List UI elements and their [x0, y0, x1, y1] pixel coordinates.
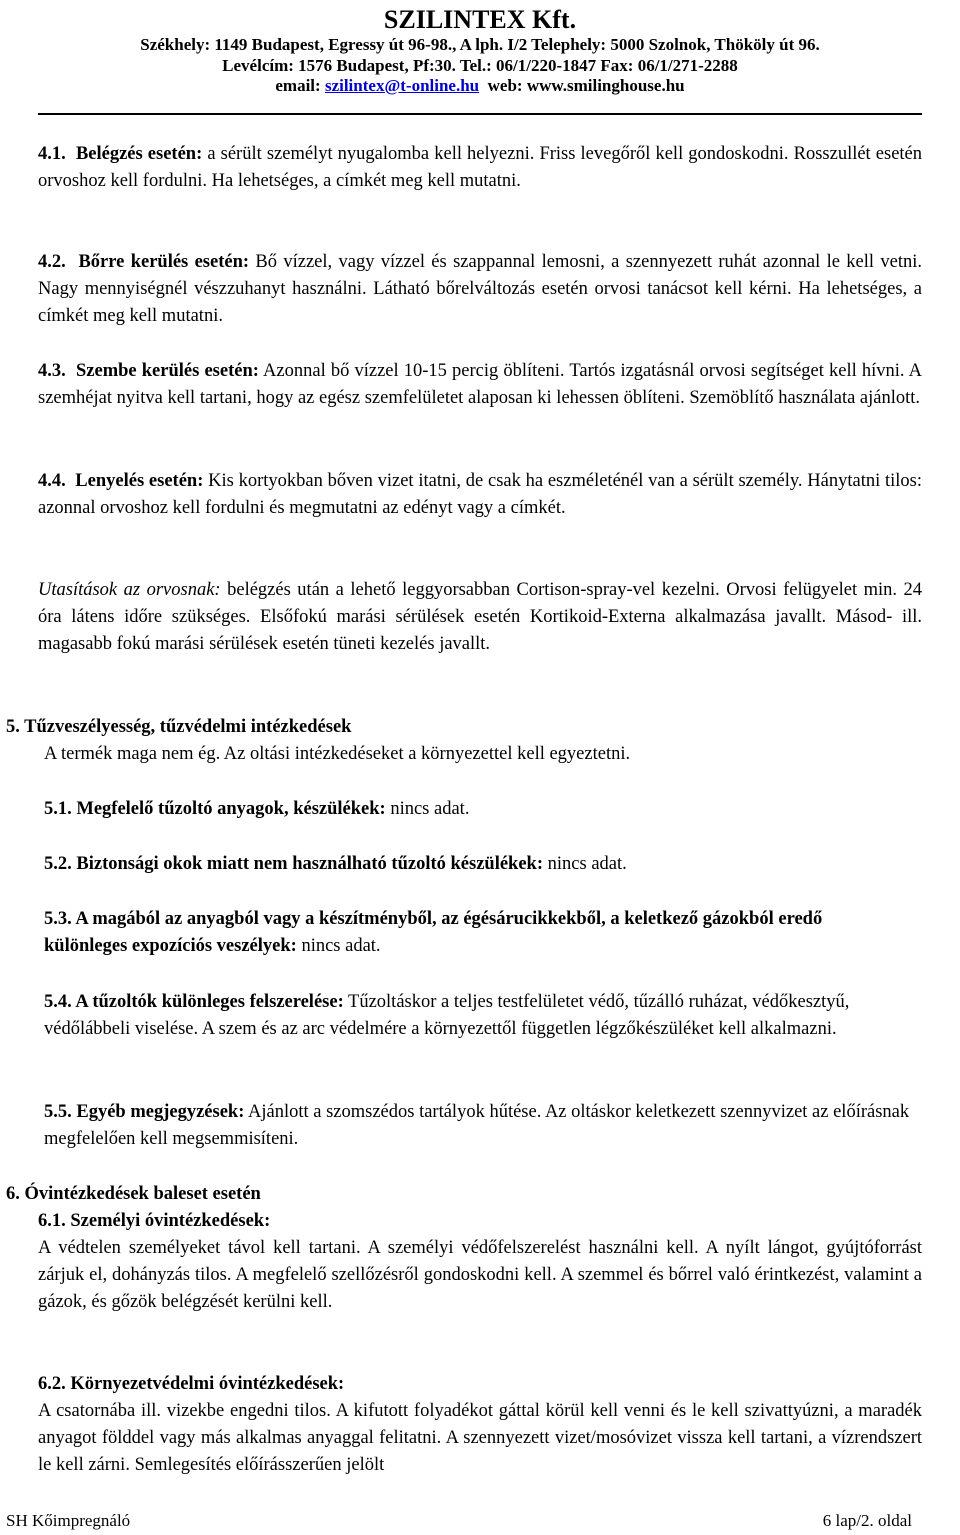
s53-text: nincs adat.	[301, 936, 381, 956]
s52-text: nincs adat.	[547, 854, 627, 874]
s54-text: Tűzoltáskor a teljes testfelületet védő, tűzálló ruházat, védőkesztyű, védőlábbeli viselése. A szem és az arc védelmére a környezettől független légzőkészüléket kell alkalmazni.	[44, 992, 850, 1039]
s42-title: Bőrre kerülés esetén:	[78, 252, 250, 272]
s42-number: 4.2.	[38, 252, 66, 272]
s5-heading: 5. Tűzveszélyesség, tűzvédelmi intézkedések	[6, 717, 352, 737]
footer-page-number: 6 lap/2. oldal	[822, 1511, 912, 1530]
s51-text: nincs adat.	[390, 799, 470, 819]
header-divider	[38, 113, 922, 115]
s44-title: Lenyelés esetén:	[75, 471, 204, 491]
section-6-heading	[6, 1181, 922, 1208]
s43-text: Azonnal bő vízzel 10-15 percig öblíteni. Tartós izgatásnál orvosi segítséget kell hívni. A szemhéjat nyitva kell tartani, hogy az egész szemfelületet alaposan ki lehessen öblíteni. Szemöblítő használata ajánlott.	[38, 361, 923, 408]
s55-title: 5.5. Egyéb megjegyzések:	[44, 1102, 245, 1122]
s41-title: Belégzés esetén:	[75, 144, 203, 164]
footer-product: SH Kőimpregnáló	[6, 1511, 131, 1530]
email-link[interactable]: szilintex@t-online.hu	[324, 75, 480, 95]
s53-title: 5.3. A magából az anyagból vagy a készítményből, az égésárucikkekből, a keletkező gázokból eredő különleges expozíciós veszélyek:	[44, 909, 823, 956]
s62-title: 6.2. Környezetvédelmi óvintézkedések:	[38, 1374, 345, 1394]
header-contact: Levélcím: 1576 Budapest, Pf:30. Tel.: 06/1/220-1847 Fax: 06/1/271-2288	[222, 55, 738, 75]
section-5-3	[44, 906, 900, 960]
s61-title: 6.1. Személyi óvintézkedések:	[38, 1211, 271, 1231]
s61-text: A védtelen személyeket távol kell tartani. A személyi védőfelszerelést használni kell. A nyílt lángot, gyújtóforrást zárjuk el, dohányzás tilos. A megfelelő szellőzésről gondoskodni kell. A szemmel és bőrrel való érintkezést, valamint a gázok, és gőzök belégzését kerülni kell.	[38, 1238, 922, 1312]
section-5-1	[44, 796, 922, 823]
s44-text: Kis kortyokban bőven vizet itatni, de csak ha eszméleténél van a sérült személy. Hánytatni tilos: azonnal orvoshoz kell fordulni és megmutatni az edényt vagy a címkét.	[38, 471, 923, 518]
web-address: web: www.smilinghouse.hu	[487, 75, 685, 95]
s43-number: 4.3.	[38, 361, 66, 381]
company-name: SZILINTEX Kft.	[383, 5, 577, 34]
header-email-web	[0, 76, 960, 96]
s43-title: Szembe kerülés esetén:	[76, 361, 259, 381]
section-4-2	[38, 249, 922, 330]
section-4-1	[38, 141, 922, 195]
doctor-instructions	[38, 577, 922, 658]
doctor-text: belégzés után a lehető leggyorsabban Cortison-spray-vel kezelni. Orvosi felügyelet min. 24 óra látens időre szükséges. Elsőfokú marási sérülések esetén Kortikoid-Externa alkalmazása javallt. Másod- ill. magasabb fokú marási sérülések esetén tüneti kezelés javallt.	[38, 580, 923, 654]
s41-text: a sérült személyt nyugalomba kell helyezni. Friss levegőről kell gondoskodni. Rosszullét esetén orvoshoz kell fordulni. Ha lehetséges, a címkét meg kell mutatni.	[38, 144, 923, 191]
section-5-2	[44, 851, 922, 878]
doctor-label: Utasítások az orvosnak:	[38, 580, 221, 600]
s51-title: 5.1. Megfelelő tűzoltó anyagok, készülékek:	[44, 799, 386, 819]
letterhead	[0, 4, 960, 96]
header-address: Székhely: 1149 Budapest, Egressy út 96-98., A lph. I/2 Telephely: 5000 Szolnok, Thököly út 96.	[140, 35, 820, 55]
s62-text: A csatornába ill. vizekbe engedni tilos. A kifutott folyadékot gáttal körül kell venni és le kell szivattyúzni, a maradék anyagot földdel vagy más alkalmas anyaggal felitatni. A szennyezett vizet/mosóvizet vissza kell tartani, a vízrendszert le kell zárni. Semlegesítés előírásszerűen jelölt	[38, 1401, 922, 1475]
s61-title-row	[38, 1208, 922, 1235]
s5-text: A termék maga nem ég. Az oltási intézkedéseket a környezettel kell egyeztetni.	[44, 744, 631, 764]
section-4-4	[38, 468, 922, 522]
s62-title-row	[38, 1371, 922, 1398]
s42-text: Bő vízzel, vagy vízzel és szappannal lemosni, a szennyezett ruhát azonnal le kell vetni. Nagy mennyiségnél vészzuhanyt használni. Látható bőrelváltozás esetén orvosi tanácsot kell kérni. Ha lehetséges, a címkét meg kell mutatni.	[38, 252, 923, 326]
s54-title: 5.4. A tűzoltók különleges felszerelése:	[44, 992, 344, 1012]
s6-heading: 6. Óvintézkedések baleset esetén	[6, 1184, 261, 1204]
s44-number: 4.4.	[38, 471, 66, 491]
section-5-heading	[6, 714, 922, 741]
s52-title: 5.2. Biztonsági okok miatt nem használható tűzoltó készülékek:	[44, 854, 544, 874]
email-label: email:	[275, 75, 321, 95]
s55-text: Ajánlott a szomszédos tartályok hűtése. Az oltáskor keletkezett szennyvizet az előírásnak megfelelően kell megsemmisíteni.	[44, 1102, 910, 1149]
section-5-4	[44, 989, 922, 1043]
section-4-3	[38, 358, 922, 412]
s41-number: 4.1.	[38, 144, 66, 164]
section-5-5	[44, 1099, 922, 1153]
